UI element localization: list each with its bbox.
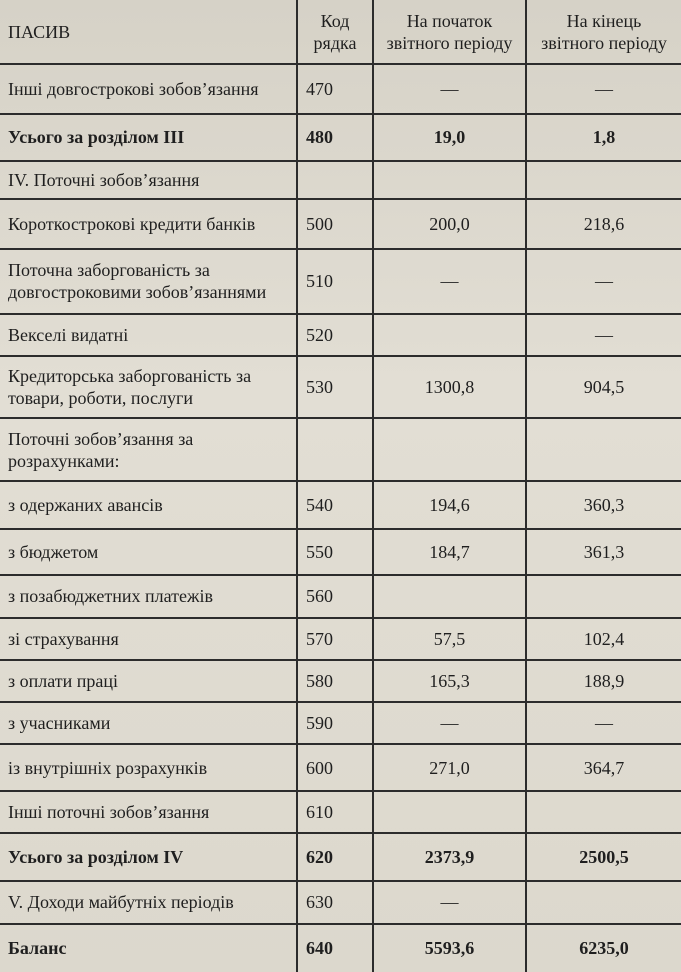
row-name: Інші довгострокові зобов’язання [0,64,297,114]
row-name: Усього за розділом III [0,114,297,160]
table-row [0,791,681,833]
header-code: Код рядка [297,0,373,64]
row-code: 520 [297,314,373,356]
table-row [0,161,681,199]
row-name: Баланс [0,924,297,972]
row-start: 200,0 [373,199,526,249]
row-code: 590 [297,702,373,744]
row-code: 550 [297,529,373,575]
header-start: На початок звітного періоду [373,0,526,64]
row-end: 2500,5 [526,833,681,881]
table-row [0,924,681,972]
table-row [0,481,681,529]
row-start: — [373,881,526,923]
row-start [373,575,526,617]
row-code: 610 [297,791,373,833]
row-end: — [526,249,681,313]
row-end: 904,5 [526,356,681,418]
row-end: — [526,314,681,356]
row-end: 218,6 [526,199,681,249]
row-name: із внутрішніх розрахунків [0,744,297,790]
row-code: 620 [297,833,373,881]
row-name: з оплати праці [0,660,297,702]
row-code: 570 [297,618,373,660]
table-row [0,314,681,356]
row-start: 271,0 [373,744,526,790]
row-start: 1300,8 [373,356,526,418]
section-heading: IV. Поточні зобов’язання [0,161,297,199]
row-code: 530 [297,356,373,418]
row-start: 2373,9 [373,833,526,881]
table-row [0,64,681,114]
row-code: 580 [297,660,373,702]
row-end: — [526,64,681,114]
row-code: 470 [297,64,373,114]
table-row [0,114,681,160]
row-name: з позабюджетних платежів [0,575,297,617]
row-code: 500 [297,199,373,249]
row-start: 165,3 [373,660,526,702]
header-end: На кінець звітного періоду [526,0,681,64]
row-end [526,791,681,833]
table-row [0,702,681,744]
row-end: 1,8 [526,114,681,160]
row-start: 57,5 [373,618,526,660]
row-end: 102,4 [526,618,681,660]
table-row [0,418,681,480]
row-code: 480 [297,114,373,160]
row-start [373,791,526,833]
table-row [0,744,681,790]
table-row [0,199,681,249]
header-pasyv: ПАСИВ [0,0,297,64]
table-row [0,356,681,418]
table-row [0,881,681,923]
row-end: 364,7 [526,744,681,790]
row-end: 6235,0 [526,924,681,972]
row-start [373,161,526,199]
row-code: 510 [297,249,373,313]
row-name: Усього за розділом IV [0,833,297,881]
table-row [0,575,681,617]
row-code [297,161,373,199]
table-row [0,833,681,881]
row-code: 600 [297,744,373,790]
row-end: 361,3 [526,529,681,575]
row-code: 540 [297,481,373,529]
row-end: — [526,702,681,744]
row-start: — [373,64,526,114]
row-start: 184,7 [373,529,526,575]
row-end: 360,3 [526,481,681,529]
section-heading: V. Доходи майбутніх періодів [0,881,297,923]
row-start: 19,0 [373,114,526,160]
row-code: 560 [297,575,373,617]
table-row [0,660,681,702]
row-start [373,314,526,356]
row-code: 630 [297,881,373,923]
row-name: зі страхування [0,618,297,660]
row-name: з бюджетом [0,529,297,575]
table-row [0,618,681,660]
row-code [297,418,373,480]
row-end: 188,9 [526,660,681,702]
row-name: Короткострокові кредити банків [0,199,297,249]
row-start: 194,6 [373,481,526,529]
row-name: Векселі видатні [0,314,297,356]
table-row [0,529,681,575]
table-row [0,249,681,313]
row-name: Поточна заборгованість за довгостроковими зобов’язаннями [0,249,297,313]
row-end [526,575,681,617]
row-end [526,881,681,923]
row-name: з учасниками [0,702,297,744]
row-name: з одержаних авансів [0,481,297,529]
section-heading: Поточні зобов’язання за розрахунками: [0,418,297,480]
row-end [526,161,681,199]
row-start: — [373,702,526,744]
row-start: 5593,6 [373,924,526,972]
row-end [526,418,681,480]
row-code: 640 [297,924,373,972]
row-name: Кредиторська заборгованість за товари, роботи, послуги [0,356,297,418]
row-name: Інші поточні зобов’язання [0,791,297,833]
row-start: — [373,249,526,313]
header-row [0,0,681,64]
row-start [373,418,526,480]
